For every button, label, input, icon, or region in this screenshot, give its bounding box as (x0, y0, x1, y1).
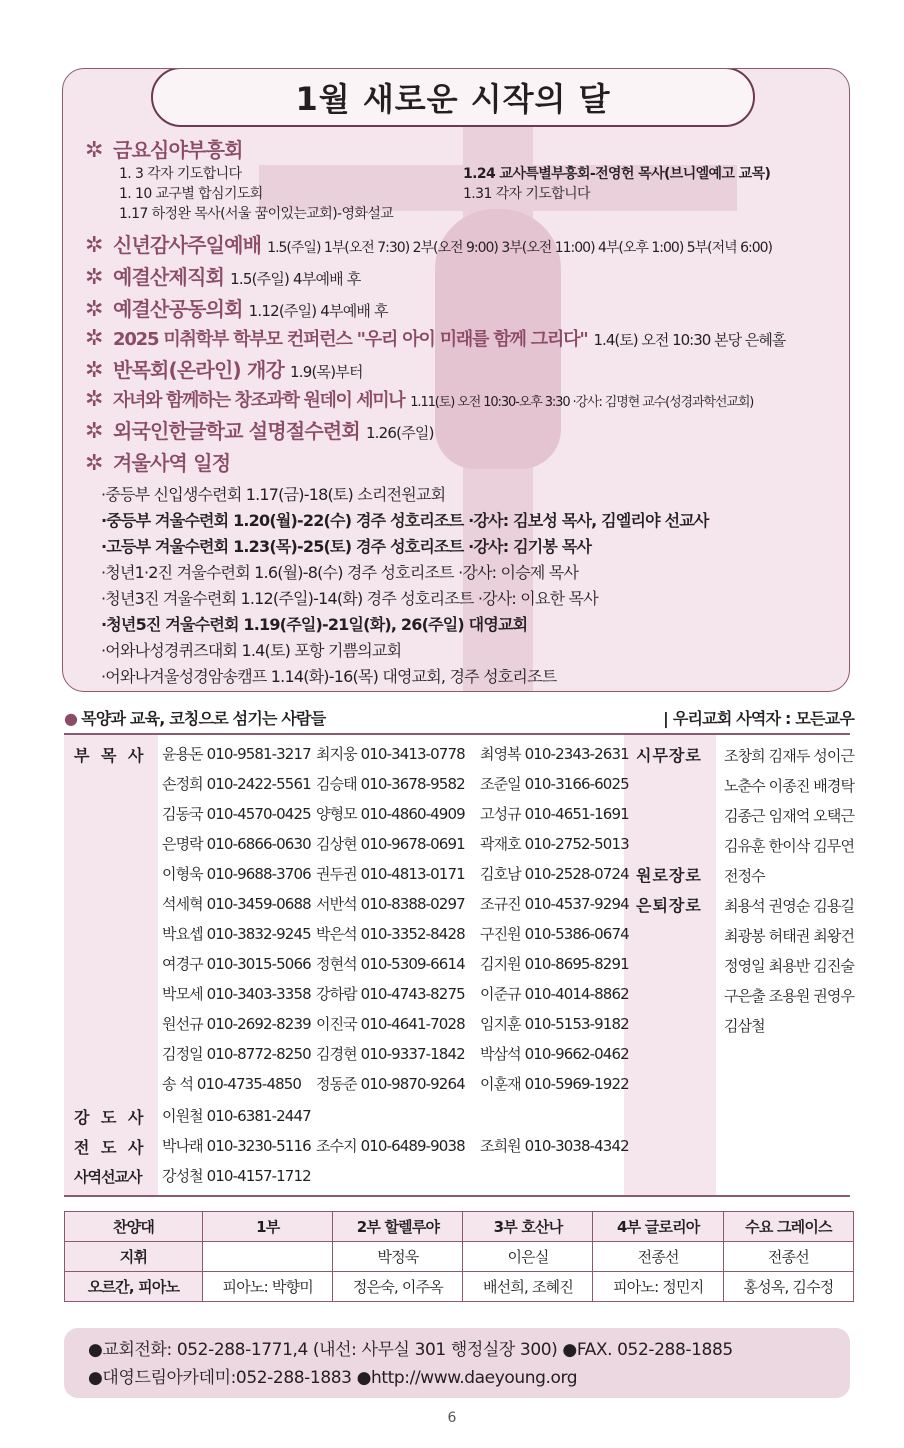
winter-item: ·청년1·2진 겨울수련회 1.6(월)-8(수) 경주 성호리조트 ·강사: 이승제 목사 (101, 563, 579, 582)
event-row (85, 293, 845, 322)
staff-row (162, 949, 634, 979)
event-detail: 1.4(토) 오전 10:30 본당 은혜홀 (593, 331, 786, 349)
retired-elder-names: 김삼철 (724, 1017, 765, 1035)
table-cell: 오르간, 피아노 (65, 1272, 203, 1302)
staff-contact: 윤용돈 010-9581-3217 (162, 745, 311, 763)
contact-web-line: ●대영드림아카데미:052-288-1883 ●http://www.daeyoung.org (88, 1368, 578, 1388)
staff-contact: 박모세 010-3403-3358 (162, 985, 311, 1003)
retired-elder-names: 정영일 최용반 김진술 (724, 957, 855, 975)
table-cell: 전종선 (723, 1242, 853, 1272)
staff-row (162, 769, 634, 799)
table-cell: 1부 (203, 1212, 333, 1242)
staff-heading-right: | 우리교회 사역자 : 모든교우 (663, 708, 854, 728)
staff-row (162, 859, 634, 889)
table-cell: 정은숙, 이주옥 (333, 1272, 463, 1302)
friday-item: 1.17 하정완 목사(서울 꿈이있는교회)-영화설교 (119, 206, 394, 222)
preacher-label: 전 도 사 (74, 1138, 147, 1157)
contact-box (64, 1328, 850, 1398)
event-row (85, 386, 845, 412)
winter-schedule-list (101, 482, 845, 690)
notice-content (85, 131, 845, 690)
event-title: 예결산제직회 (113, 265, 225, 289)
event-row (85, 354, 845, 383)
choir-conductor-row (65, 1242, 854, 1272)
staff-row (162, 829, 634, 859)
winter-heading: 겨울사역 일정 (113, 451, 231, 475)
event-detail: 1.26(주일) (365, 424, 434, 442)
event-title: 외국인한글학교 설명절수련회 (113, 419, 360, 443)
staff-contact: 김지원 010-8695-8291 (480, 955, 629, 973)
staff-contact: 조준일 010-3166-6025 (480, 775, 629, 793)
staff-row (162, 1101, 316, 1131)
event-detail: 1.9(목)부터 (290, 363, 363, 381)
winter-item: ·중등부 겨울수련회 1.20(월)-22(수) 경주 성호리조트 ·강사: 김보성 목사, 김엘리야 선교사 (101, 511, 709, 530)
staff-row (162, 919, 634, 949)
staff-contact: 정동준 010-9870-9264 (316, 1075, 465, 1093)
retired-elder-names: 구은출 조용원 권영우 (724, 987, 855, 1005)
staff-row (162, 1039, 634, 1069)
staff-row (162, 739, 634, 769)
retired-elder-names: 최광봉 허태권 최왕건 (724, 927, 855, 945)
winter-heading-row (85, 447, 845, 476)
winter-item: ·청년5진 겨울수련회 1.19(주일)-21일(화), 26(주일) 대영교회 (101, 615, 528, 634)
staff-contact: 김동국 010-4570-0425 (162, 805, 311, 823)
staff-contact: 최지웅 010-3413-0778 (316, 745, 465, 763)
choir-organ-row (65, 1272, 854, 1302)
event-row (85, 325, 845, 351)
winter-item: ·어와나겨울성경암송캠프 1.14(화)-16(목) 대영교회, 경주 성호리조트 (101, 667, 557, 686)
flower-bullet-icon: ✲ (85, 265, 104, 290)
staff-contact: 서반석 010-8388-0297 (316, 895, 465, 913)
event-row (85, 229, 845, 258)
choir-header-row (65, 1212, 854, 1242)
staff-contact: 이준규 010-4014-8862 (480, 985, 629, 1003)
flower-bullet-icon: ✲ (85, 138, 104, 163)
event-row (85, 261, 845, 290)
friday-item: 1. 3 각자 기도합니다 (119, 166, 242, 182)
senior-elder-names: 전정수 (724, 867, 765, 885)
flower-bullet-icon: ✲ (85, 387, 104, 412)
staff-contact: 조희원 010-3038-4342 (480, 1137, 629, 1155)
senior-elder-label: 원로장로 (636, 866, 702, 885)
staff-row (162, 889, 634, 919)
event-detail: 1.5(주일) 1부(오전 7:30) 2부(오전 9:00) 3부(오전 11:00) 4부(오후 1:00) 5부(저녁 6:00) (267, 240, 773, 256)
staff-contact: 김상현 010-9678-0691 (316, 835, 465, 853)
staff-contact: 박나래 010-3230-5116 (162, 1137, 311, 1155)
elder-names: 조창희 김재두 성이근 (724, 747, 855, 765)
staff-contact: 구진원 010-5386-0674 (480, 925, 629, 943)
flower-bullet-icon: ✲ (85, 451, 104, 476)
contact-phone-line: ●교회전화: 052-288-1771,4 (내선: 사무실 301 행정실장 300) ●FAX. 052-288-1885 (88, 1340, 733, 1360)
staff-row (162, 979, 634, 1009)
friday-item: 1.24 교사특별부흥회-전영헌 목사(브니엘예고 교목) (463, 166, 771, 182)
pastors-label: 부 목 사 (74, 746, 147, 765)
friday-item: 1. 10 교구별 합심기도회 (119, 186, 263, 202)
evangelist-label: 강 도 사 (74, 1108, 147, 1127)
retired-elder-names: 최용석 권영순 김용길 (724, 897, 855, 915)
divider (64, 1195, 850, 1197)
elder-column-band (624, 735, 716, 1197)
staff-contact: 김경현 010-9337-1842 (316, 1045, 465, 1063)
staff-contact: 정현석 010-5309-6614 (316, 955, 465, 973)
staff-row (162, 1069, 634, 1099)
table-cell: 2부 할렐루야 (333, 1212, 463, 1242)
staff-contact: 김승태 010-3678-9582 (316, 775, 465, 793)
event-detail: 1.11(토) 오전 10:30-오후 3:30 ·강사: 김명현 교수(성경과학선교회) (410, 395, 754, 410)
staff-contact: 강성철 010-4157-1712 (162, 1167, 311, 1185)
friday-heading-row (85, 134, 845, 163)
flower-bullet-icon: ✲ (85, 358, 104, 383)
winter-item: ·중등부 신입생수련회 1.17(금)-18(토) 소리전원교회 (101, 485, 446, 504)
staff-row (162, 1161, 316, 1191)
table-cell: 지휘 (65, 1242, 203, 1272)
table-cell: 찬양대 (65, 1212, 203, 1242)
monthly-notice-box (62, 68, 850, 692)
friday-items (119, 163, 845, 223)
staff-contact: 은명락 010-6866-0630 (162, 835, 311, 853)
page-number: 6 (447, 1410, 457, 1426)
page-title: 1월 새로운 시작의 달 (295, 80, 611, 118)
friday-heading: 금요심야부흥회 (113, 138, 243, 162)
staff-contact: 이훈재 010-5969-1922 (480, 1075, 629, 1093)
flower-bullet-icon: ✲ (85, 419, 104, 444)
choir-table (64, 1211, 854, 1302)
winter-item: ·고등부 겨울수련회 1.23(목)-25(토) 경주 성호리조트 ·강사: 김기봉 목사 (101, 537, 592, 556)
table-cell: 홍성옥, 김수정 (723, 1272, 853, 1302)
staff-contact: 송 석 010-4735-4850 (162, 1075, 302, 1093)
event-detail: 1.5(주일) 4부예배 후 (230, 270, 361, 288)
staff-directory (64, 735, 855, 1197)
event-title: 신년감사주일예배 (113, 233, 262, 257)
flower-bullet-icon: ✲ (85, 326, 104, 351)
event-title: 2025 미취학부 학부모 컨퍼런스 "우리 아이 미래를 함께 그리다" (113, 329, 588, 350)
staff-heading: 목양과 교육, 코칭으로 섬기는 사람들 (81, 708, 326, 728)
staff-contact: 여경구 010-3015-5066 (162, 955, 311, 973)
bullet-dot-icon: ● (64, 708, 78, 728)
table-cell: 피아노: 박향미 (203, 1272, 333, 1302)
staff-contact: 조규진 010-4537-9294 (480, 895, 629, 913)
table-cell: 박정욱 (333, 1242, 463, 1272)
flower-bullet-icon: ✲ (85, 297, 104, 322)
staff-contact: 임지훈 010-5153-9182 (480, 1015, 629, 1033)
staff-section-header (64, 704, 854, 730)
table-cell: 이은실 (463, 1242, 593, 1272)
staff-row (162, 799, 634, 829)
staff-contact: 이형욱 010-9688-3706 (162, 865, 311, 883)
event-title: 반목회(온라인) 개강 (113, 358, 285, 382)
event-title: 예결산공동의회 (113, 297, 243, 321)
staff-contact: 권두권 010-4813-0171 (316, 865, 465, 883)
winter-item: ·어와나성경퀴즈대회 1.4(토) 포항 기쁨의교회 (101, 641, 402, 660)
staff-contact: 김정일 010-8772-8250 (162, 1045, 311, 1063)
elder-names: 김종근 임재억 오택근 (724, 807, 855, 825)
elder-names: 김유훈 한이삭 김무연 (724, 837, 855, 855)
staff-contact: 강하람 010-4743-8275 (316, 985, 465, 1003)
staff-contact: 양형모 010-4860-4909 (316, 805, 465, 823)
staff-contact: 최영복 010-2343-2631 (480, 745, 629, 763)
event-row (85, 415, 845, 444)
table-cell: 3부 호산나 (463, 1212, 593, 1242)
staff-contact: 박요셉 010-3832-9245 (162, 925, 311, 943)
elders-label: 시무장로 (636, 746, 702, 765)
table-cell: 피아노: 정민지 (593, 1272, 723, 1302)
winter-item: ·청년3진 겨울수련회 1.12(주일)-14(화) 경주 성호리조트 ·강사: 이요한 목사 (101, 589, 598, 608)
elder-names: 노춘수 이종진 배경탁 (724, 777, 855, 795)
staff-contact: 이원철 010-6381-2447 (162, 1107, 311, 1125)
retired-elder-label: 은퇴장로 (636, 896, 702, 915)
staff-contact: 조수지 010-6489-9038 (316, 1137, 465, 1155)
staff-heading-wrap (64, 706, 325, 729)
friday-item: 1.31 각자 기도합니다 (463, 186, 590, 202)
flower-bullet-icon: ✲ (85, 233, 104, 258)
staff-row (162, 1131, 634, 1161)
staff-row (162, 1009, 634, 1039)
missionary-label: 사역선교사 (74, 1168, 142, 1186)
staff-contact: 박삼석 010-9662-0462 (480, 1045, 629, 1063)
staff-contact: 석세혁 010-3459-0688 (162, 895, 311, 913)
staff-contact: 곽재호 010-2752-5013 (480, 835, 629, 853)
event-detail: 1.12(주일) 4부예배 후 (248, 302, 388, 320)
staff-contact: 원선규 010-2692-8239 (162, 1015, 311, 1033)
table-cell: 수요 그레이스 (723, 1212, 853, 1242)
staff-contact: 고성규 010-4651-1691 (480, 805, 629, 823)
event-title: 자녀와 함께하는 창조과학 원데이 세미나 (113, 390, 405, 411)
table-cell: 4부 글로리아 (593, 1212, 723, 1242)
staff-contact: 박은석 010-3352-8428 (316, 925, 465, 943)
staff-contact: 이진국 010-4641-7028 (316, 1015, 465, 1033)
staff-contact: 손정희 010-2422-5561 (162, 775, 311, 793)
table-cell: 전종선 (593, 1242, 723, 1272)
staff-contact: 김호남 010-2528-0724 (480, 865, 629, 883)
page-title-pill (151, 68, 755, 127)
table-cell: 배선희, 조혜진 (463, 1272, 593, 1302)
table-cell (203, 1242, 333, 1272)
